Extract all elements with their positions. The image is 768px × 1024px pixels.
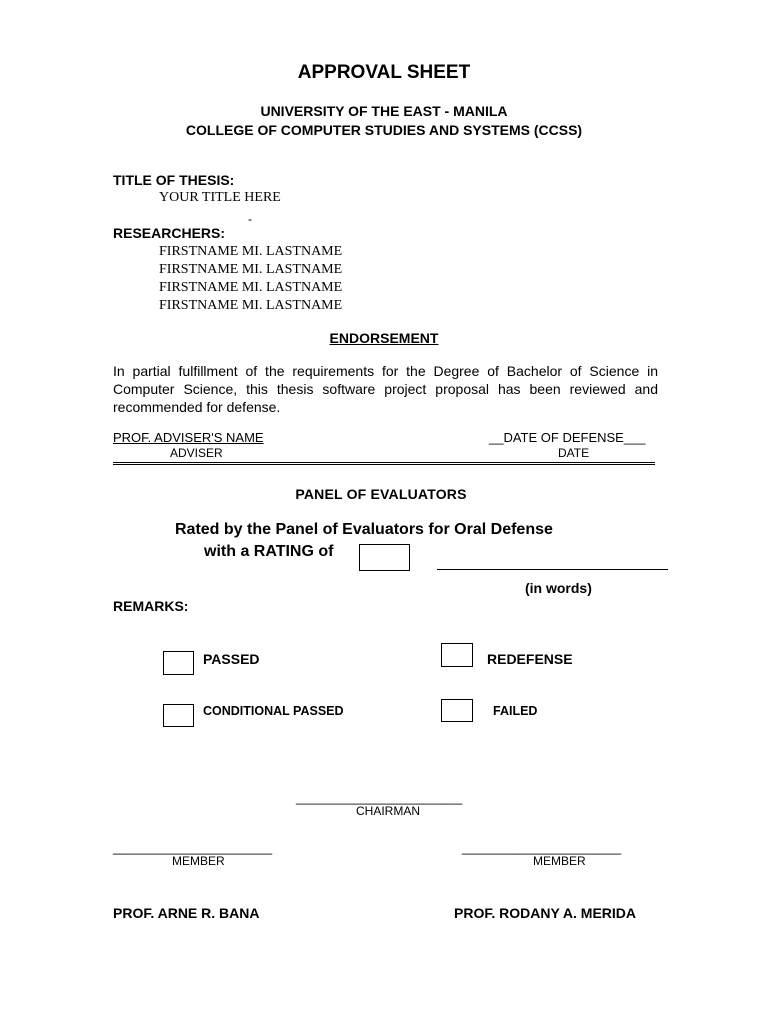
page-title: APPROVAL SHEET — [297, 62, 471, 83]
conditional-passed-label: CONDITIONAL PASSED — [203, 704, 344, 718]
college-name: COLLEGE OF COMPUTER STUDIES AND SYSTEMS (CCSS) — [185, 122, 583, 138]
failed-checkbox[interactable] — [441, 699, 473, 722]
member2-label: MEMBER — [533, 854, 586, 868]
endorsement-line: In partial fulfillment of the requirements for the Degree of Bachelor of Science in — [113, 363, 658, 379]
researcher-name: FIRSTNAME MI. LASTNAME — [159, 280, 343, 295]
member1-signature-line: ______________________ — [113, 840, 273, 855]
rated-line-1: Rated by the Panel of Evaluators for Oral Defense — [175, 521, 553, 538]
stray-dash: - — [248, 212, 252, 226]
researcher-name: FIRSTNAME MI. LASTNAME — [159, 262, 343, 277]
researcher-name: FIRSTNAME MI. LASTNAME — [159, 298, 343, 313]
chairman-signature-line: _______________________ — [296, 790, 463, 805]
panel-heading: PANEL OF EVALUATORS — [295, 486, 467, 502]
rated-line-2: with a RATING of — [204, 543, 334, 560]
passed-label: PASSED — [203, 651, 260, 667]
researcher-name: FIRSTNAME MI. LASTNAME — [159, 244, 343, 259]
university-name: UNIVERSITY OF THE EAST - MANILA — [260, 103, 508, 119]
endorsement-line: recommended for defense. — [113, 399, 281, 415]
endorsement-heading: ENDORSEMENT — [329, 330, 439, 346]
adviser-name: PROF. ADVISER'S NAME — [113, 430, 264, 445]
researchers-label: RESEARCHERS: — [113, 225, 226, 241]
member2-signature-line: ______________________ — [462, 840, 622, 855]
rating-in-words-line[interactable] — [437, 569, 668, 570]
thesis-title-value: YOUR TITLE HERE — [159, 190, 281, 205]
in-words-label: (in words) — [525, 580, 592, 596]
remarks-label: REMARKS: — [113, 598, 189, 614]
rating-input-box[interactable] — [359, 544, 410, 571]
adviser-role: ADVISER — [170, 446, 223, 460]
redefense-checkbox[interactable] — [441, 643, 473, 667]
researchers-list — [159, 243, 342, 315]
conditional-passed-checkbox[interactable] — [163, 704, 194, 727]
member1-name: PROF. ARNE R. BANA — [113, 905, 260, 921]
member2-name: PROF. RODANY A. MERIDA — [454, 905, 637, 921]
thesis-title-label: TITLE OF THESIS: — [113, 172, 235, 188]
failed-label: FAILED — [493, 704, 538, 718]
endorsement-line: Computer Science, this thesis software project proposal has been reviewed and — [113, 381, 658, 397]
separator-line — [113, 462, 655, 465]
date-label: DATE — [558, 446, 590, 460]
defense-date: __DATE OF DEFENSE___ — [489, 430, 646, 445]
member1-label: MEMBER — [172, 854, 225, 868]
passed-checkbox[interactable] — [163, 651, 194, 675]
chairman-label: CHAIRMAN — [356, 804, 421, 818]
redefense-label: REDEFENSE — [487, 651, 573, 667]
endorsement-text — [113, 362, 658, 416]
